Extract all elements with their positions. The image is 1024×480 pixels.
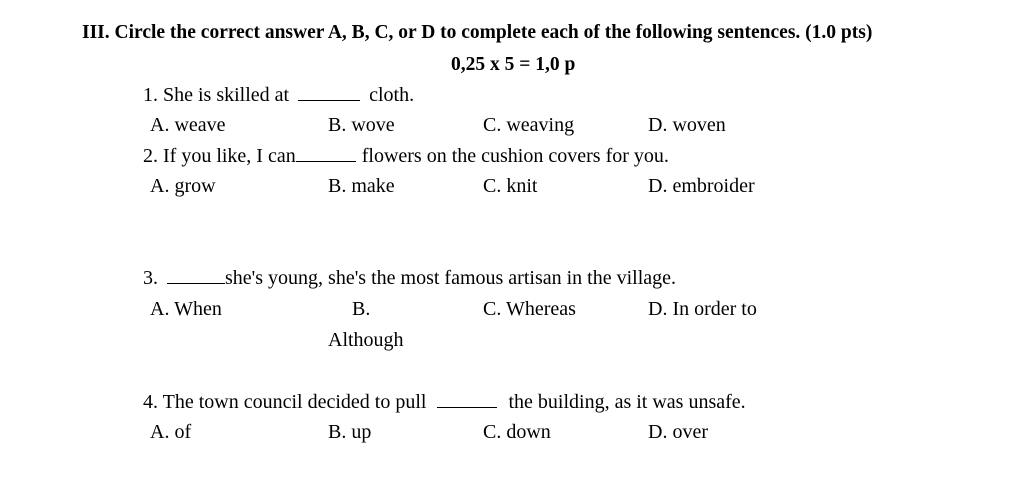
option-b[interactable]: B. up <box>328 421 372 443</box>
option-c[interactable]: C. down <box>483 421 551 443</box>
question-3 <box>143 267 676 290</box>
option-a[interactable]: A. of <box>150 421 192 443</box>
question-number: 3. <box>143 267 158 289</box>
question-text-before: The town council decided to pull <box>162 391 427 413</box>
option-d[interactable]: D. over <box>648 421 708 443</box>
answer-blank <box>296 145 356 162</box>
option-c[interactable]: C. knit <box>483 175 538 197</box>
question-text-before: If you like, I can <box>163 145 296 167</box>
option-b[interactable]: B. <box>352 298 371 320</box>
section-scoring: 0,25 x 5 = 1,0 p <box>451 54 576 75</box>
option-d[interactable]: D. woven <box>648 114 726 136</box>
question-number: 2. <box>143 145 158 167</box>
section-heading: III. Circle the correct answer A, B, C, or D to complete each of the following sentences. (1.0 pts) <box>82 22 873 43</box>
option-c[interactable]: C. Whereas <box>483 298 576 320</box>
question-text-after: the building, as it was unsafe. <box>508 391 746 413</box>
answer-blank <box>298 84 360 101</box>
question-text-after: cloth. <box>369 84 415 106</box>
option-a[interactable]: A. weave <box>150 114 226 136</box>
option-b[interactable]: B. wove <box>328 114 395 136</box>
option-a[interactable]: A. When <box>150 298 222 320</box>
question-4 <box>143 391 746 414</box>
question-text-after: she's young, she's the most famous artisan in the village. <box>225 267 677 289</box>
question-text-after: flowers on the cushion covers for you. <box>361 145 669 167</box>
option-a[interactable]: A. grow <box>150 175 216 197</box>
question-2 <box>143 145 669 168</box>
option-d[interactable]: D. embroider <box>648 175 755 197</box>
option-d[interactable]: D. In order to <box>648 298 757 320</box>
option-b-continued[interactable]: Although <box>328 329 404 351</box>
question-text-before: She is skilled at <box>163 84 290 106</box>
question-number: 1. <box>143 84 158 106</box>
answer-blank <box>167 267 225 284</box>
answer-blank <box>437 391 497 408</box>
question-number: 4. <box>143 391 158 413</box>
option-c[interactable]: C. weaving <box>483 114 575 136</box>
question-1 <box>143 84 414 107</box>
option-b[interactable]: B. make <box>328 175 395 197</box>
